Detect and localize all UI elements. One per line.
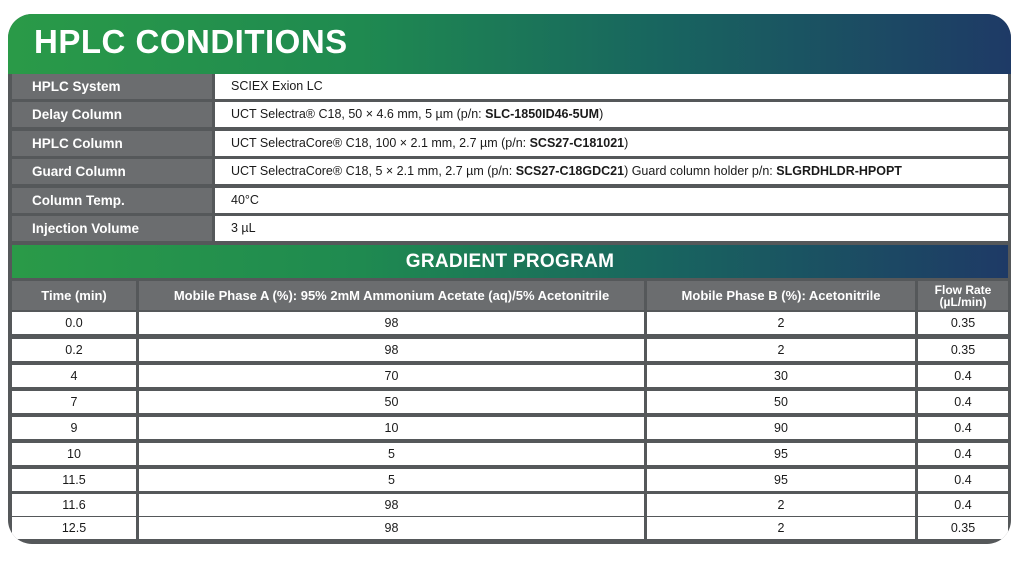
time-column-header: Time (min) (12, 281, 136, 310)
phase-b-column-header: Mobile Phase B (%): Acetonitrile (647, 281, 915, 310)
part-number: SCS27-C18GDC21 (515, 164, 625, 178)
page-title: HPLC CONDITIONS (34, 23, 348, 60)
flow-rate-cell: 0.35 (918, 312, 1008, 334)
flow-rate-cell: 0.4 (918, 494, 1008, 516)
phase-a-cell: 70 (139, 365, 644, 387)
time-cell: 11.5 (12, 469, 136, 491)
condition-row (12, 216, 1008, 241)
condition-row (12, 188, 1008, 213)
time-cell: 0.0 (12, 312, 136, 334)
phase-a-cell: 98 (139, 494, 644, 516)
phase-b-cell: 2 (647, 339, 915, 361)
condition-label: HPLC Column (12, 131, 212, 156)
phase-b-cell: 2 (647, 494, 915, 516)
part-number: SLGRDHLDR-HPOPT (776, 164, 902, 178)
flow-rate-cell: 0.35 (918, 517, 1008, 539)
time-cell: 9 (12, 417, 136, 439)
phase-b-cell: 2 (647, 312, 915, 334)
phase-b-cell: 95 (647, 443, 915, 465)
condition-value (215, 188, 1008, 213)
phase-a-cell: 10 (139, 417, 644, 439)
time-cell: 4 (12, 365, 136, 387)
condition-value (215, 159, 1008, 184)
phase-a-cell: 98 (139, 517, 644, 539)
phase-b-cell: 2 (647, 517, 915, 539)
condition-text: ) (599, 107, 604, 121)
flow-rate-cell: 0.35 (918, 339, 1008, 361)
condition-label: Guard Column (12, 159, 212, 184)
phase-a-cell: 98 (139, 312, 644, 334)
condition-text: UCT SelectraCore® C18, 5 × 2.1 mm, 2.7 µm (p/n: (231, 164, 516, 178)
conditions-header-bar (8, 14, 1011, 74)
condition-text: ) (624, 136, 629, 150)
condition-row (12, 74, 1008, 99)
condition-value (215, 74, 1008, 99)
phase-a-cell: 98 (139, 339, 644, 361)
gradient-title: GRADIENT PROGRAM (405, 251, 615, 272)
condition-text: ) Guard column holder p/n: (624, 164, 777, 178)
condition-row (12, 131, 1008, 156)
flow-rate-cell: 0.4 (918, 391, 1008, 413)
condition-label: Column Temp. (12, 188, 212, 213)
time-cell: 10 (12, 443, 136, 465)
hplc-conditions-panel (8, 14, 1011, 544)
condition-value (215, 131, 1008, 156)
phase-a-cell: 5 (139, 469, 644, 491)
flow-rate-cell: 0.4 (918, 443, 1008, 465)
condition-text: 3 µL (231, 221, 256, 235)
flow-rate-cell: 0.4 (918, 365, 1008, 387)
condition-text: SCIEX Exion LC (231, 79, 323, 93)
condition-text: 40°C (231, 193, 259, 207)
flow-rate-column-header: Flow Rate (µL/min) (918, 281, 1008, 310)
time-cell: 7 (12, 391, 136, 413)
condition-value (215, 102, 1008, 127)
time-cell: 0.2 (12, 339, 136, 361)
phase-a-cell: 5 (139, 443, 644, 465)
condition-value (215, 216, 1008, 241)
flow-rate-cell: 0.4 (918, 469, 1008, 491)
phase-b-cell: 90 (647, 417, 915, 439)
phase-a-cell: 50 (139, 391, 644, 413)
phase-b-cell: 95 (647, 469, 915, 491)
phase-b-cell: 50 (647, 391, 915, 413)
condition-row (12, 159, 1008, 184)
time-cell: 12.5 (12, 517, 136, 539)
condition-label: Delay Column (12, 102, 212, 127)
time-cell: 11.6 (12, 494, 136, 516)
condition-text: UCT Selectra® C18, 50 × 4.6 mm, 5 µm (p/n: (231, 107, 486, 121)
phase-a-column-header: Mobile Phase A (%): 95% 2mM Ammonium Acetate (aq)/5% Acetonitrile (139, 281, 644, 310)
condition-row (12, 102, 1008, 127)
condition-label: HPLC System (12, 74, 212, 99)
phase-b-cell: 30 (647, 365, 915, 387)
part-number: SCS27-C181021 (529, 136, 625, 150)
condition-text: UCT SelectraCore® C18, 100 × 2.1 mm, 2.7 µm (p/n: (231, 136, 530, 150)
flow-rate-cell: 0.4 (918, 417, 1008, 439)
gradient-header-bar (12, 245, 1008, 278)
part-number: SLC-1850ID46-5UM (485, 107, 600, 121)
condition-label: Injection Volume (12, 216, 212, 241)
